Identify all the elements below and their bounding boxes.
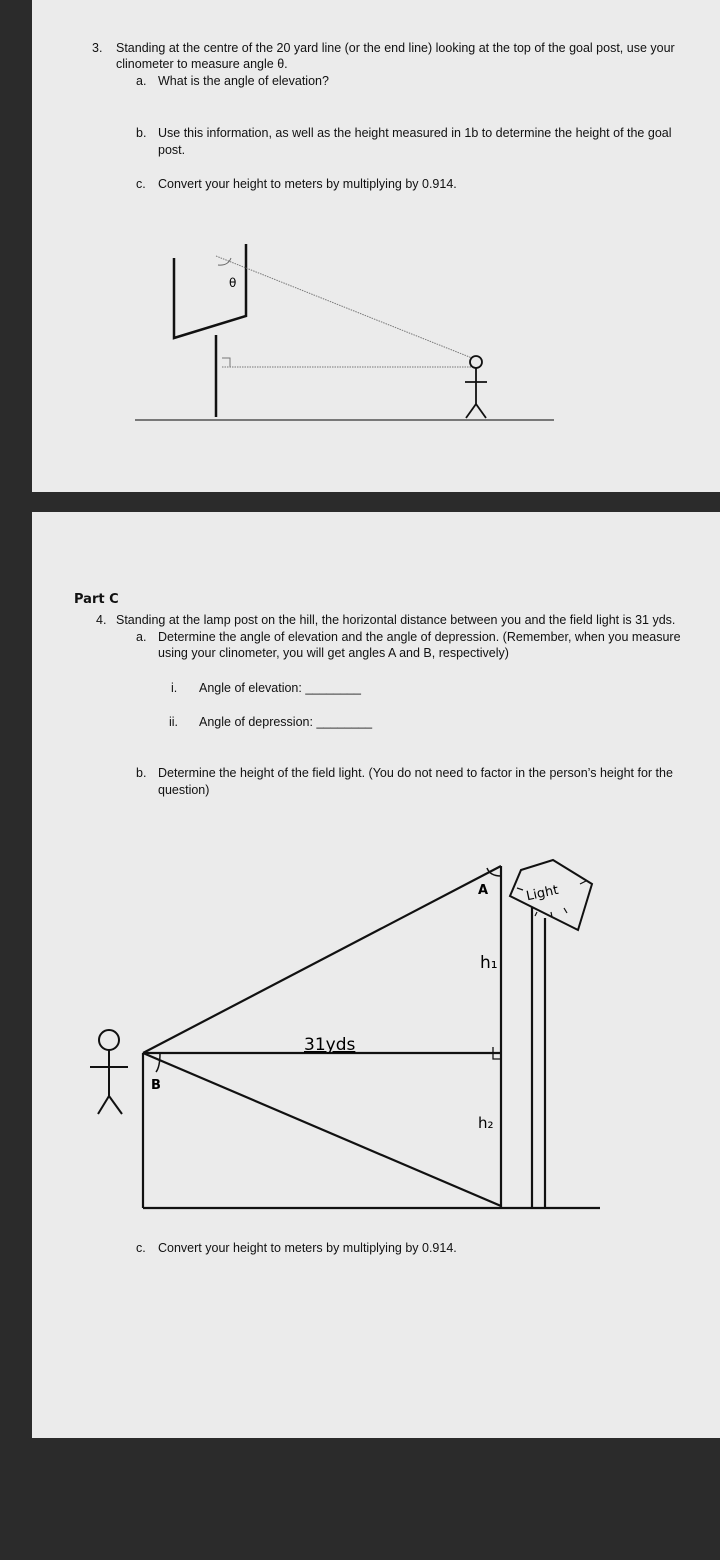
light-sign-label: Light bbox=[524, 882, 560, 905]
q4a-text-line1: Determine the angle of elevation and the angle of depression. (Remember, when you measure bbox=[158, 630, 681, 644]
h1-label: h₁ bbox=[480, 953, 498, 973]
q3a-text: What is the angle of elevation? bbox=[158, 74, 329, 88]
q3b-text-line2: post. bbox=[158, 143, 186, 157]
field-light-diagram bbox=[32, 512, 720, 1438]
stick-person-icon bbox=[465, 356, 487, 418]
q4a-ii-text: Angle of depression: ________ bbox=[199, 715, 373, 729]
q3c-label: c. bbox=[136, 177, 146, 191]
q4a-ii-label: ii. bbox=[169, 715, 179, 729]
field-light-pole bbox=[532, 900, 545, 1208]
q4a-text-line2: using your clinometer, you will get angles A and B, respectively) bbox=[158, 646, 509, 660]
q3-text-line1: Standing at the centre of the 20 yard line (or the end line) looking at the top of the goal post, use your bbox=[116, 41, 675, 55]
light-sign-icon bbox=[510, 860, 592, 930]
q4c-label: c. bbox=[136, 1241, 146, 1255]
theta-arc bbox=[218, 258, 231, 265]
q3-text-line2: clinometer to measure angle θ. bbox=[116, 57, 288, 71]
q4-number: 4. bbox=[96, 613, 107, 627]
q4c-text: Convert your height to meters by multiplying by 0.914. bbox=[158, 1241, 457, 1255]
goal-post-diagram bbox=[32, 0, 720, 492]
q3b-text-line1: Use this information, as well as the height measured in 1b to determine the height of the goal bbox=[158, 126, 672, 140]
h2-label: h₂ bbox=[478, 1114, 494, 1132]
q3b-label: b. bbox=[136, 126, 147, 140]
q4a-i-label: i. bbox=[171, 681, 178, 695]
part-c-heading: Part C bbox=[74, 592, 119, 607]
sight-line-to-top bbox=[216, 256, 472, 358]
distance-label: 31yds bbox=[304, 1035, 356, 1055]
angle-b-label: B bbox=[151, 1078, 161, 1093]
angle-b-arc bbox=[156, 1053, 160, 1072]
angle-a-label: A bbox=[478, 883, 489, 898]
q4a-label: a. bbox=[136, 630, 147, 644]
q4a-i-text: Angle of elevation: ________ bbox=[199, 681, 361, 695]
q3-number: 3. bbox=[92, 41, 103, 55]
q4b-text-line1: Determine the height of the field light. (You do not need to factor in the person’s height for the bbox=[158, 766, 673, 780]
q4-text-line1: Standing at the lamp post on the hill, the horizontal distance between you and the field light is 31 yds. bbox=[116, 613, 676, 627]
q4b-label: b. bbox=[136, 766, 147, 780]
elevation-sight-line bbox=[143, 866, 501, 1053]
stick-person-icon bbox=[90, 1030, 128, 1114]
depression-sight-line bbox=[143, 1053, 501, 1206]
goal-post bbox=[174, 244, 246, 417]
document-page-1 bbox=[32, 0, 720, 492]
theta-label: θ bbox=[229, 276, 237, 290]
q3a-label: a. bbox=[136, 74, 147, 88]
q3c-text: Convert your height to meters by multiplying by 0.914. bbox=[158, 177, 457, 191]
document-page-2 bbox=[32, 512, 720, 1438]
right-angle-marker bbox=[222, 358, 230, 367]
q4b-text-line2: question) bbox=[158, 783, 210, 797]
